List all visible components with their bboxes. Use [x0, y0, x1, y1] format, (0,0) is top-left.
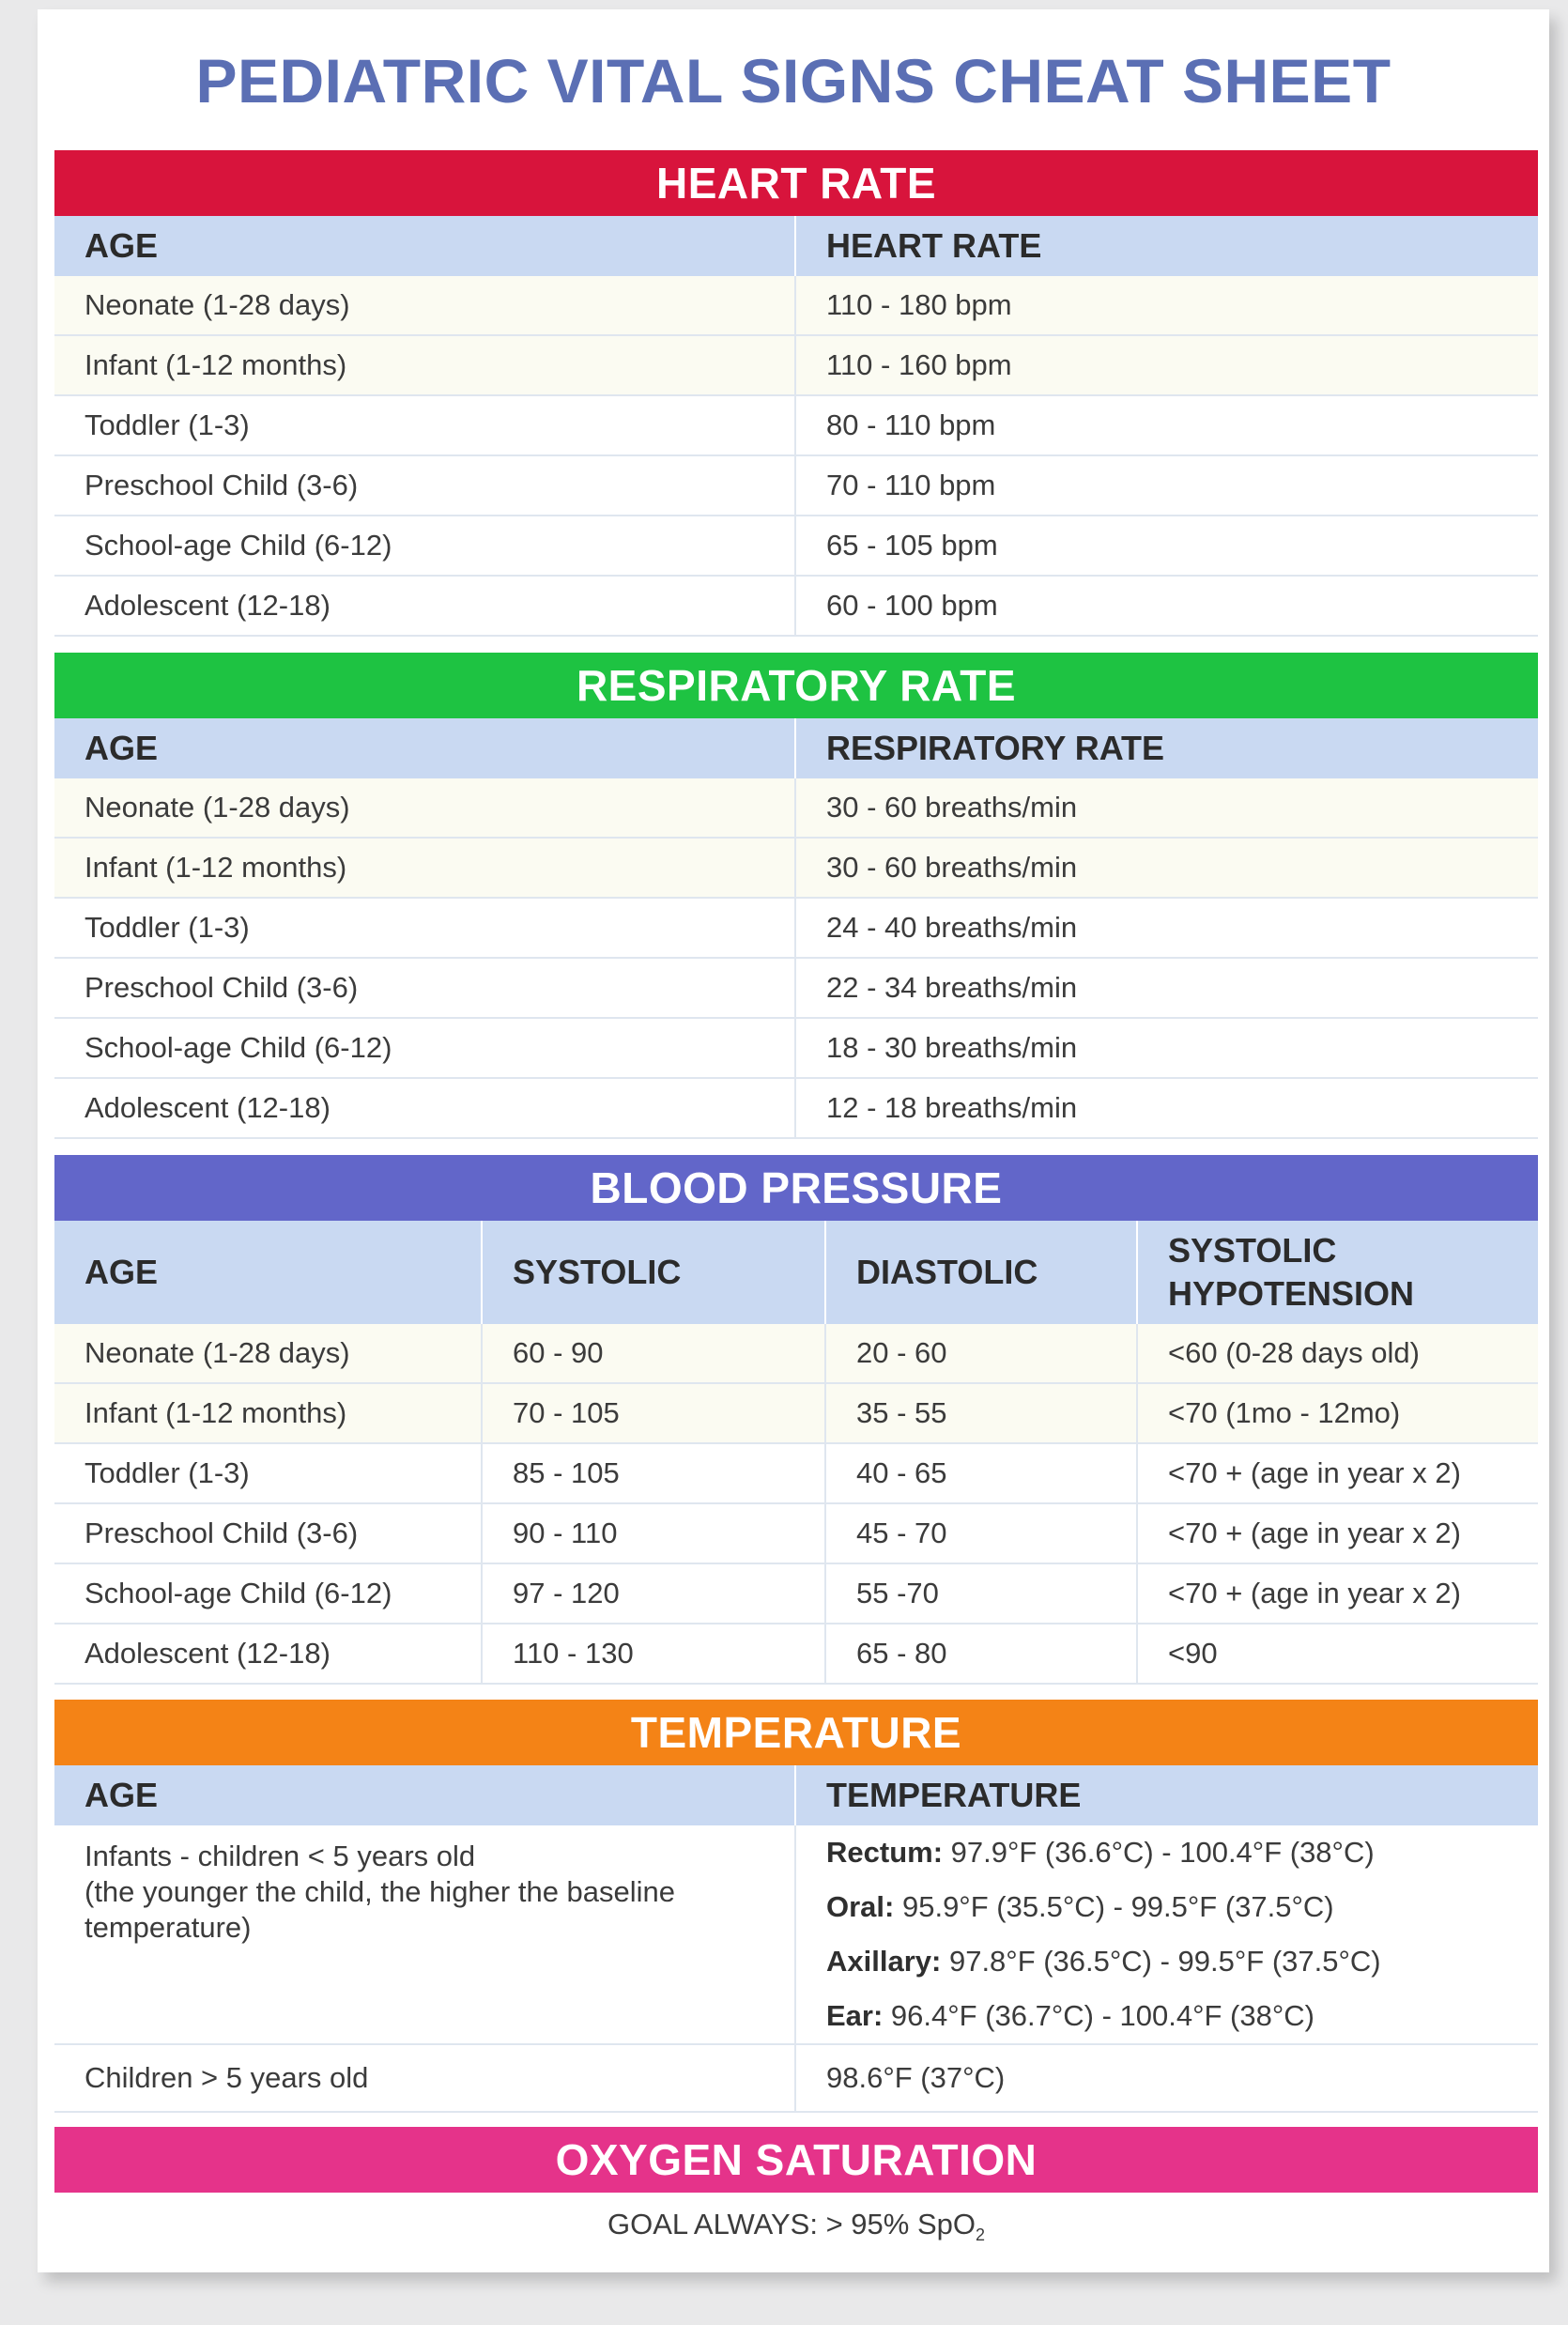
table-row: [54, 1079, 1538, 1139]
column-header-heart-rate: HEART RATE: [794, 216, 1538, 276]
temperature-section: [54, 1700, 1538, 2113]
systolic-cell: 70 - 105: [481, 1384, 824, 1442]
temperature-ranges-cell: [794, 1825, 1538, 2043]
table-row: [54, 1324, 1538, 1384]
heart-rate-section: [54, 150, 1538, 637]
age-cell: School-age Child (6-12): [85, 1031, 392, 1064]
column-header-age: AGE: [85, 1253, 159, 1291]
hypotension-cell: <70 (1mo - 12mo): [1136, 1384, 1538, 1442]
blood-pressure-banner: BLOOD PRESSURE: [54, 1155, 1538, 1221]
table-row: [54, 276, 1538, 336]
rectum-range: Rectum: 97.9°F (36.6°C) - 100.4°F (38°C): [826, 1836, 1375, 1869]
column-header-age: AGE: [85, 729, 159, 767]
hypotension-cell: <90: [1136, 1624, 1538, 1683]
table-row: [54, 336, 1538, 396]
age-cell: Infant (1-12 months): [85, 348, 347, 381]
table-row: [54, 1504, 1538, 1564]
age-cell: Preschool Child (3-6): [85, 1517, 359, 1549]
respiratory-rate-section: [54, 653, 1538, 1139]
column-header-temperature: TEMPERATURE: [794, 1765, 1538, 1825]
systolic-cell: 90 - 110: [481, 1504, 824, 1563]
table-row: [54, 2045, 1538, 2113]
temperature-header-row: [54, 1765, 1538, 1825]
table-row: [54, 1564, 1538, 1624]
age-line: Infants - children < 5 years old: [85, 1840, 476, 1872]
heart-rate-cell: 110 - 180 bpm: [794, 276, 1538, 334]
column-header-age: AGE: [85, 226, 159, 265]
respiratory-rate-cell: 12 - 18 breaths/min: [794, 1079, 1538, 1137]
age-cell: Neonate (1-28 days): [85, 791, 350, 824]
age-cell: School-age Child (6-12): [85, 1577, 392, 1609]
diastolic-cell: 55 -70: [824, 1564, 1136, 1623]
table-row: [54, 1019, 1538, 1079]
age-cell: Neonate (1-28 days): [85, 288, 350, 321]
age-cell: Adolescent (12-18): [85, 1091, 331, 1124]
header-line: HYPOTENSION: [1168, 1274, 1415, 1313]
systolic-cell: 60 - 90: [481, 1324, 824, 1382]
oxygen-goal-text: GOAL ALWAYS: > 95% SpO$_2$: [607, 2208, 985, 2245]
oral-range: Oral: 95.9°F (35.5°C) - 99.5°F (37.5°C): [826, 1890, 1334, 1923]
age-cell: Toddler (1-3): [85, 911, 250, 944]
table-row: [54, 839, 1538, 899]
heart-rate-cell: 60 - 100 bpm: [794, 577, 1538, 635]
blood-pressure-header-row: [54, 1221, 1538, 1324]
heart-rate-header-row: [54, 216, 1538, 276]
column-header-age: AGE: [85, 1776, 159, 1814]
heart-rate-banner: HEART RATE: [54, 150, 1538, 216]
age-note-line: (the younger the child, the higher the baseline: [85, 1875, 676, 1908]
table-row: [54, 516, 1538, 577]
hypotension-cell: <70 + (age in year x 2): [1136, 1564, 1538, 1623]
table-row: [54, 1825, 1538, 2045]
age-cell: Adolescent (12-18): [85, 589, 331, 622]
heart-rate-cell: 110 - 160 bpm: [794, 336, 1538, 394]
age-cell: School-age Child (6-12): [85, 529, 392, 562]
respiratory-rate-cell: 22 - 34 breaths/min: [794, 959, 1538, 1017]
systolic-cell: 85 - 105: [481, 1444, 824, 1502]
heart-rate-cell: 80 - 110 bpm: [794, 396, 1538, 454]
age-cell: Preschool Child (3-6): [85, 971, 359, 1004]
axillary-range: Axillary: 97.8°F (36.5°C) - 99.5°F (37.5°C): [826, 1945, 1381, 1978]
age-cell: Infant (1-12 months): [85, 851, 347, 884]
table-row: [54, 577, 1538, 637]
heart-rate-cell: 65 - 105 bpm: [794, 516, 1538, 575]
table-row: [54, 778, 1538, 839]
respiratory-rate-banner: RESPIRATORY RATE: [54, 653, 1538, 718]
hypotension-cell: <70 + (age in year x 2): [1136, 1504, 1538, 1563]
age-cell: Adolescent (12-18): [85, 1637, 331, 1670]
column-header-diastolic: DIASTOLIC: [824, 1221, 1136, 1324]
diastolic-cell: 35 - 55: [824, 1384, 1136, 1442]
header-line: SYSTOLIC: [1168, 1231, 1337, 1270]
column-header-respiratory-rate: RESPIRATORY RATE: [794, 718, 1538, 778]
table-row: [54, 1384, 1538, 1444]
oxygen-saturation-section: [54, 2127, 1538, 2245]
age-cell: Infant (1-12 months): [85, 1396, 347, 1429]
page-title: PEDIATRIC VITAL SIGNS CHEAT SHEET: [195, 46, 1391, 115]
diastolic-cell: 45 - 70: [824, 1504, 1136, 1563]
respiratory-rate-header-row: [54, 718, 1538, 778]
respiratory-rate-cell: 30 - 60 breaths/min: [794, 839, 1538, 897]
systolic-cell: 110 - 130: [481, 1624, 824, 1683]
cheat-sheet: [38, 9, 1549, 2272]
table-row: [54, 396, 1538, 456]
age-cell: Preschool Child (3-6): [85, 469, 359, 501]
blood-pressure-section: [54, 1155, 1538, 1685]
age-cell: Neonate (1-28 days): [85, 1336, 350, 1369]
table-row: [54, 1444, 1538, 1504]
hypotension-cell: <60 (0-28 days old): [1136, 1324, 1538, 1382]
table-row: [54, 456, 1538, 516]
respiratory-rate-cell: 24 - 40 breaths/min: [794, 899, 1538, 957]
column-header-systolic-hypotension: [1136, 1221, 1538, 1324]
table-row: [54, 899, 1538, 959]
table-row: [54, 1624, 1538, 1685]
column-header-systolic: SYSTOLIC: [481, 1221, 824, 1324]
age-cell: Toddler (1-3): [85, 1456, 250, 1489]
respiratory-rate-cell: 18 - 30 breaths/min: [794, 1019, 1538, 1077]
age-cell: [54, 1825, 794, 2043]
ear-range: Ear: 96.4°F (36.7°C) - 100.4°F (38°C): [826, 1999, 1314, 2032]
age-note-line: temperature): [85, 1911, 252, 1944]
age-cell: Toddler (1-3): [85, 408, 250, 441]
temperature-cell: 98.6°F (37°C): [794, 2045, 1538, 2111]
systolic-cell: 97 - 120: [481, 1564, 824, 1623]
heart-rate-cell: 70 - 110 bpm: [794, 456, 1538, 515]
diastolic-cell: 65 - 80: [824, 1624, 1136, 1683]
respiratory-rate-cell: 30 - 60 breaths/min: [794, 778, 1538, 837]
temperature-banner: TEMPERATURE: [54, 1700, 1538, 1765]
age-cell: Children > 5 years old: [85, 2061, 369, 2094]
diastolic-cell: 20 - 60: [824, 1324, 1136, 1382]
oxygen-saturation-banner: OXYGEN SATURATION: [54, 2127, 1538, 2193]
diastolic-cell: 40 - 65: [824, 1444, 1136, 1502]
hypotension-cell: <70 + (age in year x 2): [1136, 1444, 1538, 1502]
table-row: [54, 959, 1538, 1019]
